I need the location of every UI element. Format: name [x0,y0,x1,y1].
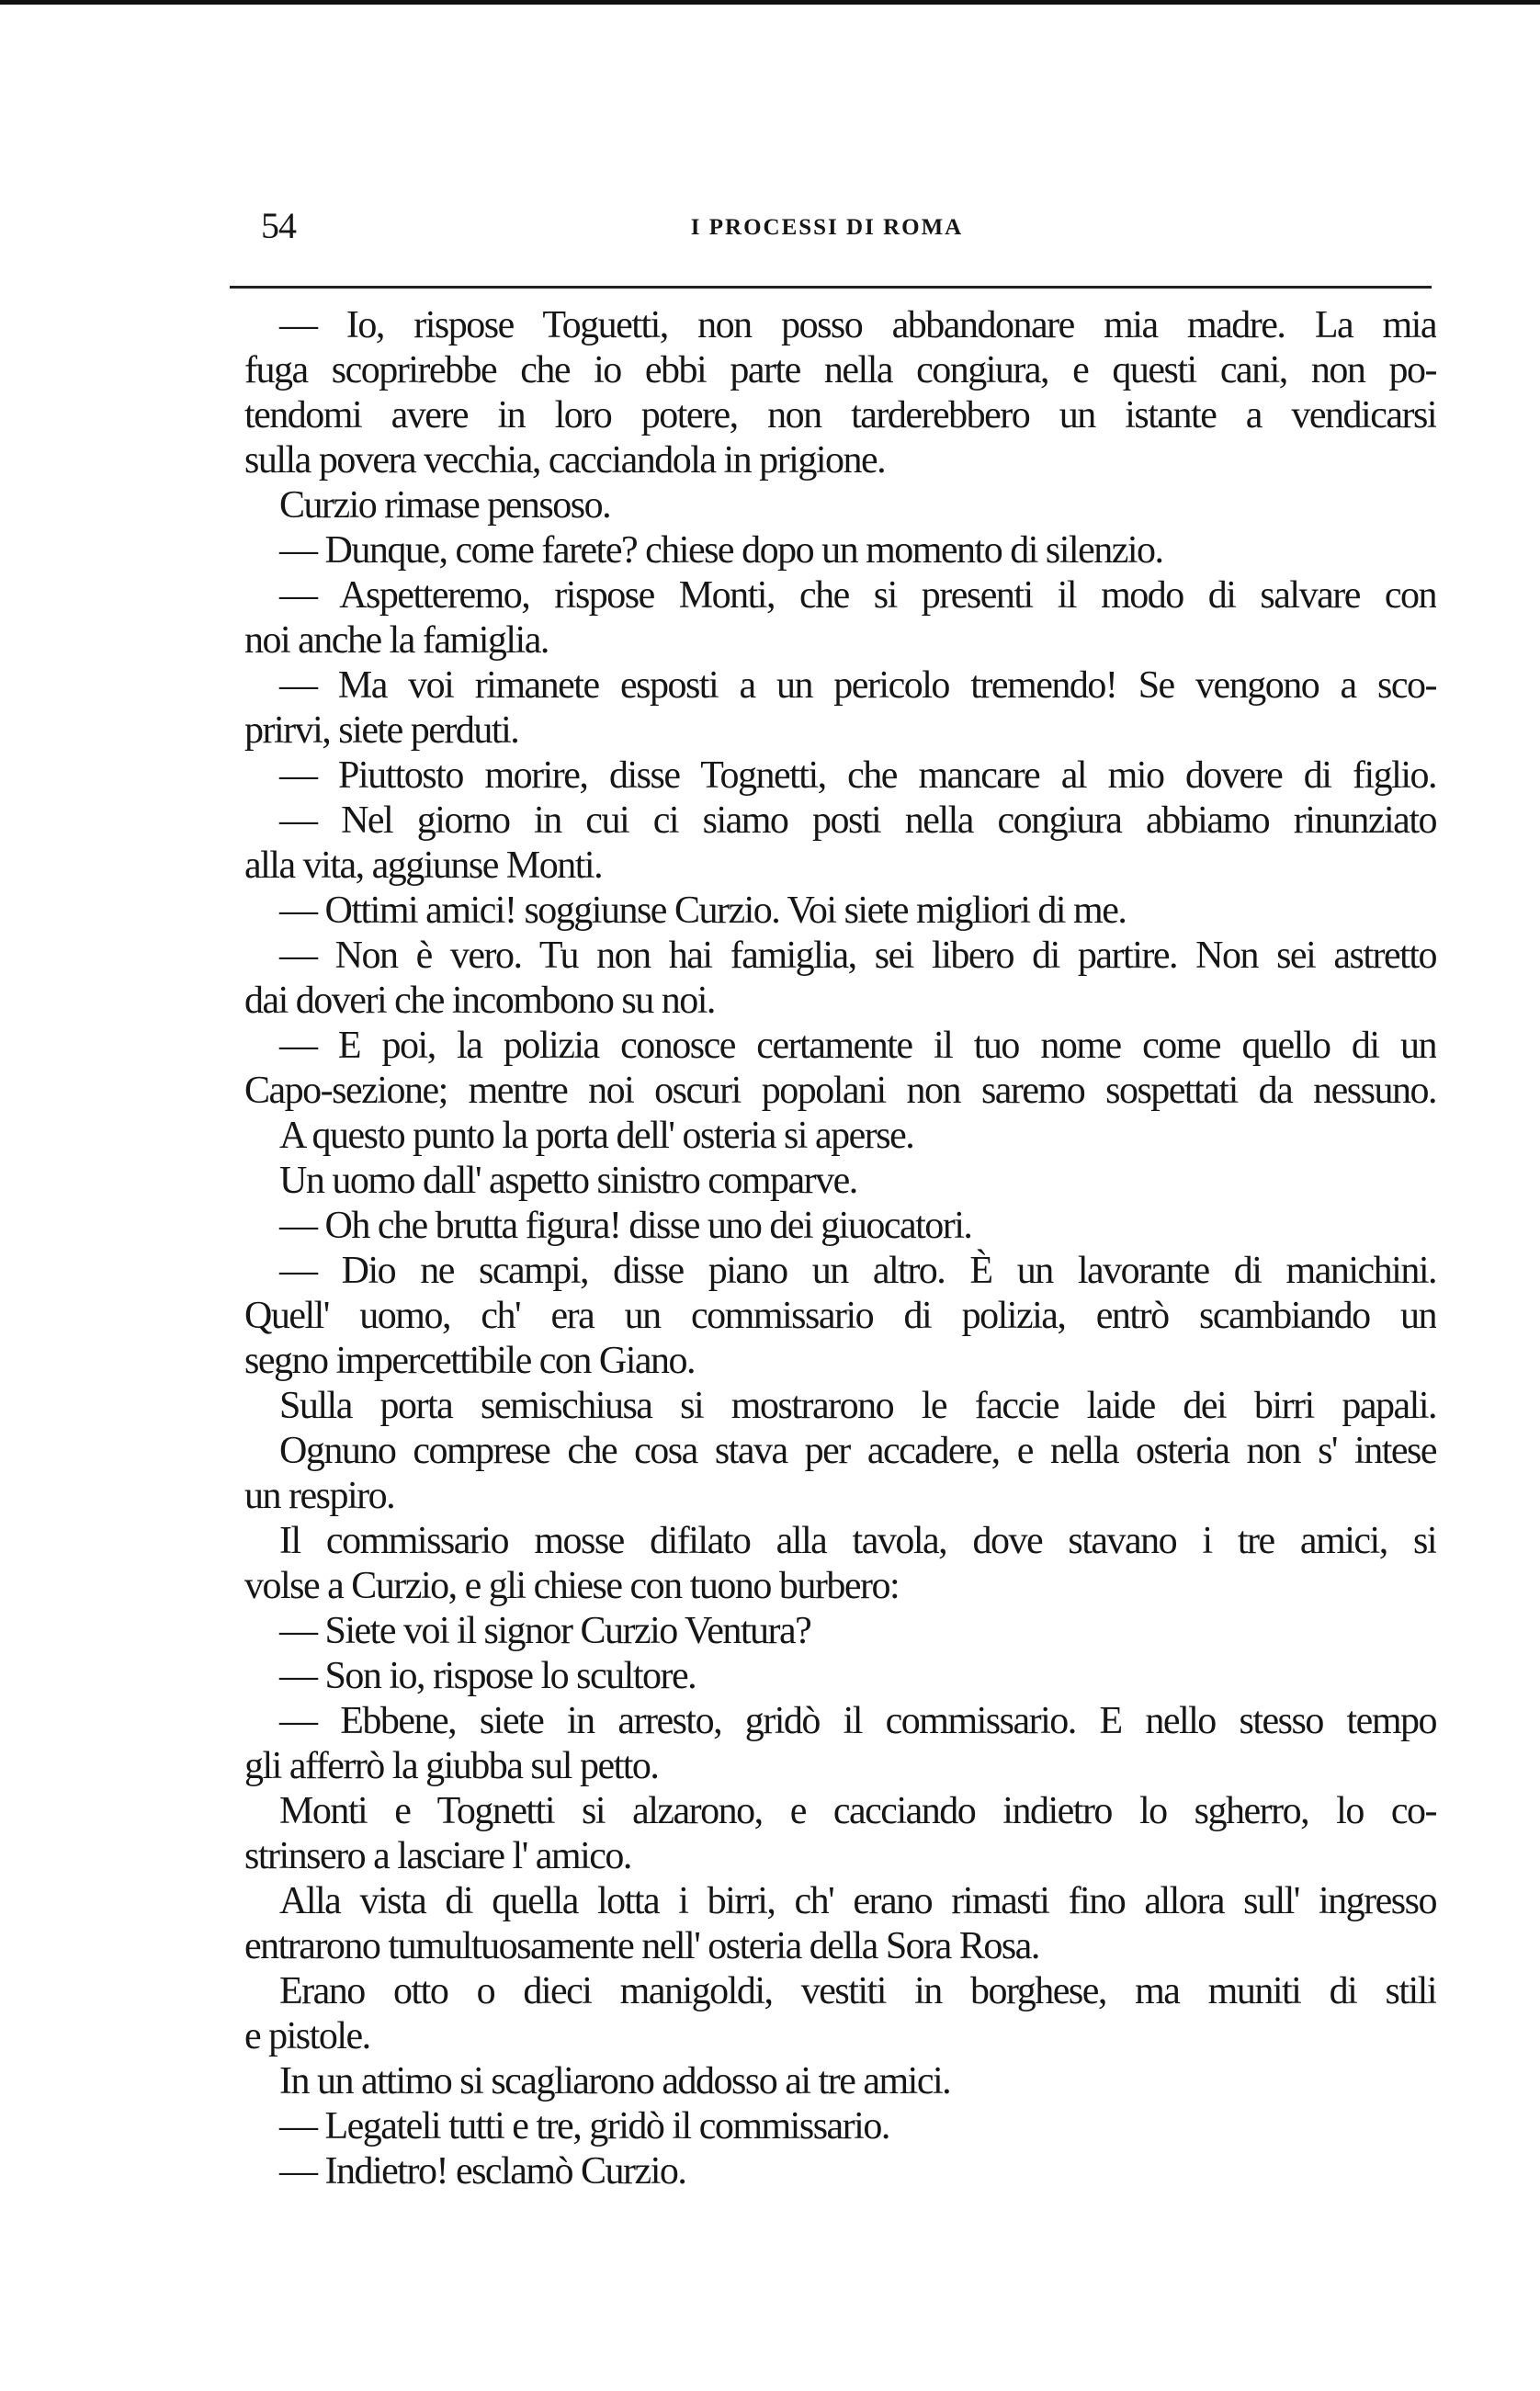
text-line: Monti e Tognetti si alzarono, e cacciando indietro lo sgherro, lo co- [279,1790,1436,1832]
text-line: entrarono tumultuosamente nell' osteria della Sora Rosa. [244,1925,1039,1967]
text-line: Curzio rimase pensoso. [279,484,611,527]
text-line: — Dunque, come farete? chiese dopo un momento di silenzio. [279,529,1163,572]
text-line: Quell' uomo, ch' era un commissario di polizia, entrò scambiando un [244,1295,1436,1337]
text-line: segno impercettibile con Giano. [244,1340,696,1382]
page-top-edge [0,0,1540,5]
text-line: — Legateli tutti e tre, gridò il commissario. [279,2105,889,2147]
text-line: — Dio ne scampi, disse piano un altro. È un lavorante di manichini. [279,1250,1436,1292]
text-line: — Nel giorno in cui ci siamo posti nella congiura abbiamo rinunziato [279,799,1436,842]
page-number: 54 [261,205,296,246]
text-line: Un uomo dall' aspetto sinistro comparve. [279,1160,857,1202]
text-line: Il commissario mosse difilato alla tavola, dove stavano i tre amici, si [279,1520,1436,1562]
text-line: Sulla porta semischiusa si mostrarono le faccie laide dei birri papali. [279,1385,1436,1427]
text-line: — Ottimi amici! soggiunse Curzio. Voi siete migliori di me. [279,890,1127,932]
text-line: — Son io, rispose lo scultore. [279,1655,696,1697]
text-line: — Ebbene, siete in arresto, gridò il commissario. E nello stesso tempo [279,1700,1436,1742]
text-line: — Io, rispose Toguetti, non posso abbandonare mia madre. La mia [279,304,1436,346]
text-line: Alla vista di quella lotta i birri, ch' erano rimasti fino allora sull' ingresso [279,1880,1436,1922]
running-title: I PROCESSI DI ROMA [690,215,964,240]
text-line: Capo-sezione; mentre noi oscuri popolani non saremo sospettati da nessuno. [244,1070,1436,1112]
text-line: e pistole. [244,2015,370,2057]
text-line: sulla povera vecchia, cacciandola in prigione. [244,439,886,482]
text-line: — Siete voi il signor Curzio Ventura? [279,1610,811,1652]
text-line: Ognuno comprese che cosa stava per accadere, e nella osteria non s' intese [279,1430,1436,1472]
text-line: dai doveri che incombono su noi. [244,980,715,1022]
text-line: — Non è vero. Tu non hai famiglia, sei libero di partire. Non sei astretto [279,935,1436,977]
text-line: — E poi, la polizia conosce certamente il tuo nome come quello di un [279,1025,1436,1067]
text-line: volse a Curzio, e gli chiese con tuono burbero: [244,1565,900,1607]
text-line: — Indietro! esclamò Curzio. [279,2150,686,2193]
text-line: In un attimo si scagliarono addosso ai tre amici. [279,2060,951,2102]
page-body-text [244,303,1436,2194]
text-line: prirvi, siete perduti. [244,709,519,752]
text-line: un respiro. [244,1475,395,1517]
text-line: A questo punto la porta dell' osteria si aperse. [279,1115,914,1157]
text-line: tendomi avere in loro potere, non tarderebbero un istante a vendicarsi [244,394,1436,436]
text-line: noi anche la famiglia. [244,619,549,662]
text-line: gli afferrò la giubba sul petto. [244,1745,659,1787]
text-line: — Ma voi rimanete esposti a un pericolo tremendo! Se vengono a sco- [279,664,1436,707]
text-line: fuga scoprirebbe che io ebbi parte nella congiura, e questi cani, non po- [244,349,1436,391]
text-line: — Piuttosto morire, disse Tognetti, che mancare al mio dovere di figlio. [279,754,1436,797]
text-line: strinsero a lasciare l' amico. [244,1835,631,1877]
text-line: — Aspetteremo, rispose Monti, che si presenti il modo di salvare con [279,574,1436,617]
text-line: alla vita, aggiunse Monti. [244,844,603,887]
text-line: — Oh che brutta figura! disse uno dei giuocatori. [279,1205,972,1247]
text-line: Erano otto o dieci manigoldi, vestiti in borghese, ma muniti di stili [279,1970,1436,2012]
header-rule [230,286,1432,289]
